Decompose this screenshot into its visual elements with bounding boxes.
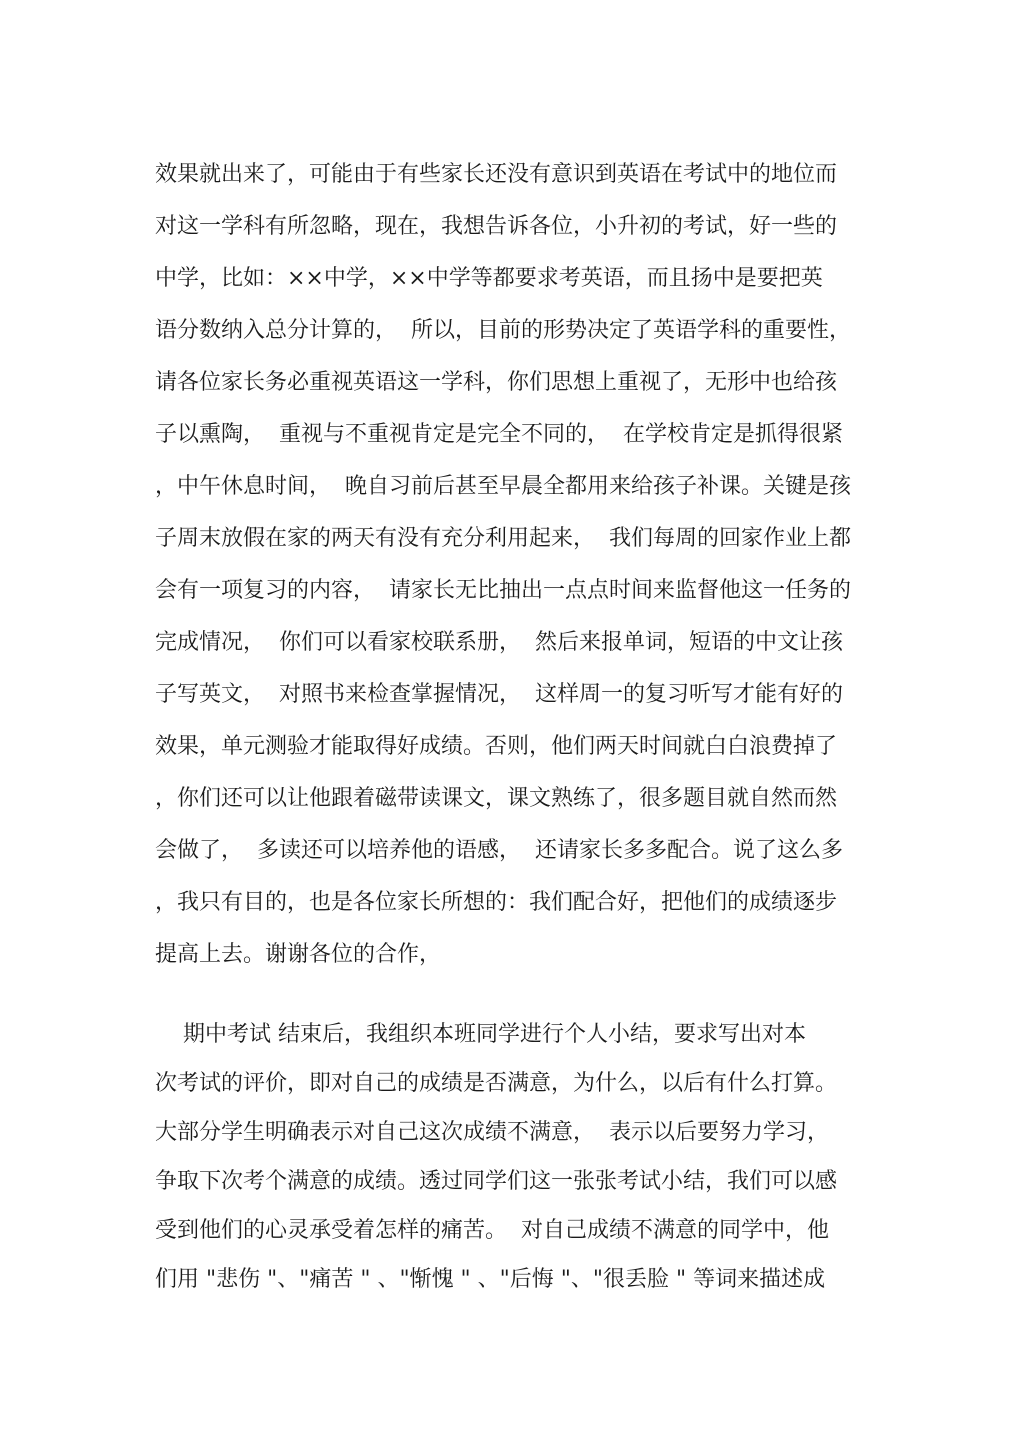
- text-line: 们用 "悲伤 "、"痛苦 " 、"惭愧 " 、"后悔 "、"很丢脸 " 等词来描述成: [155, 1267, 826, 1292]
- text-line: 会做了， 多读还可以培养他的语感， 还请家长多多配合。说了这么多: [155, 838, 843, 863]
- text-line: 请各位家长务必重视英语这一学科，你们思想上重视了，无形中也给孩: [155, 370, 838, 395]
- text-line: 中学，比如：××中学，××中学等都要求考英语，而且扬中是要把英: [155, 266, 823, 291]
- text-line: 子以熏陶， 重视与不重视肯定是完全不同的， 在学校肯定是抓得很紧: [155, 422, 843, 447]
- text-line: 效果就出来了，可能由于有些家长还没有意识到英语在考试中的地位而: [155, 162, 838, 187]
- text-line: 受到他们的心灵承受着怎样的痛苦。 对自己成绩不满意的同学中，他: [155, 1218, 829, 1243]
- text-line: 语分数纳入总分计算的， 所以，目前的形势决定了英语学科的重要性，: [155, 318, 851, 343]
- text-line: 会有一项复习的内容， 请家长无比抽出一点点时间来监督他这一任务的: [155, 578, 851, 603]
- text-line: 完成情况， 你们可以看家校联系册， 然后来报单词，短语的中文让孩: [155, 630, 843, 655]
- text-line: 子写英文， 对照书来检查掌握情况， 这样周一的复习听写才能有好的: [155, 682, 843, 707]
- text-line: 争取下次考个满意的成绩。透过同学们这一张张考试小结，我们可以感: [155, 1169, 838, 1194]
- text-line: 提高上去。谢谢各位的合作，: [155, 942, 442, 967]
- text-line: ，中午休息时间， 晚自习前后甚至早晨全都用来给孩子补课。关键是孩: [155, 474, 851, 499]
- text-line: 子周末放假在家的两天有没有充分利用起来， 我们每周的回家作业上都: [155, 526, 851, 551]
- text-line: 期中考试 结束后，我组织本班同学进行个人小结，要求写出对本: [155, 1022, 806, 1047]
- text-line: 次考试的评价，即对自己的成绩是否满意，为什么，以后有什么打算。: [155, 1071, 838, 1096]
- text-line: 对这一学科有所忽略，现在，我想告诉各位，小升初的考试，好一些的: [155, 214, 838, 239]
- text-line: ，我只有目的，也是各位家长所想的：我们配合好，把他们的成绩逐步: [155, 890, 838, 915]
- text-line: 效果，单元测验才能取得好成绩。否则，他们两天时间就白白浪费掉了: [155, 734, 838, 759]
- text-line: 大部分学生明确表示对自己这次成绩不满意， 表示以后要努力学习，: [155, 1120, 829, 1145]
- text-line: ，你们还可以让他跟着磁带读课文，课文熟练了，很多题目就自然而然: [155, 786, 838, 811]
